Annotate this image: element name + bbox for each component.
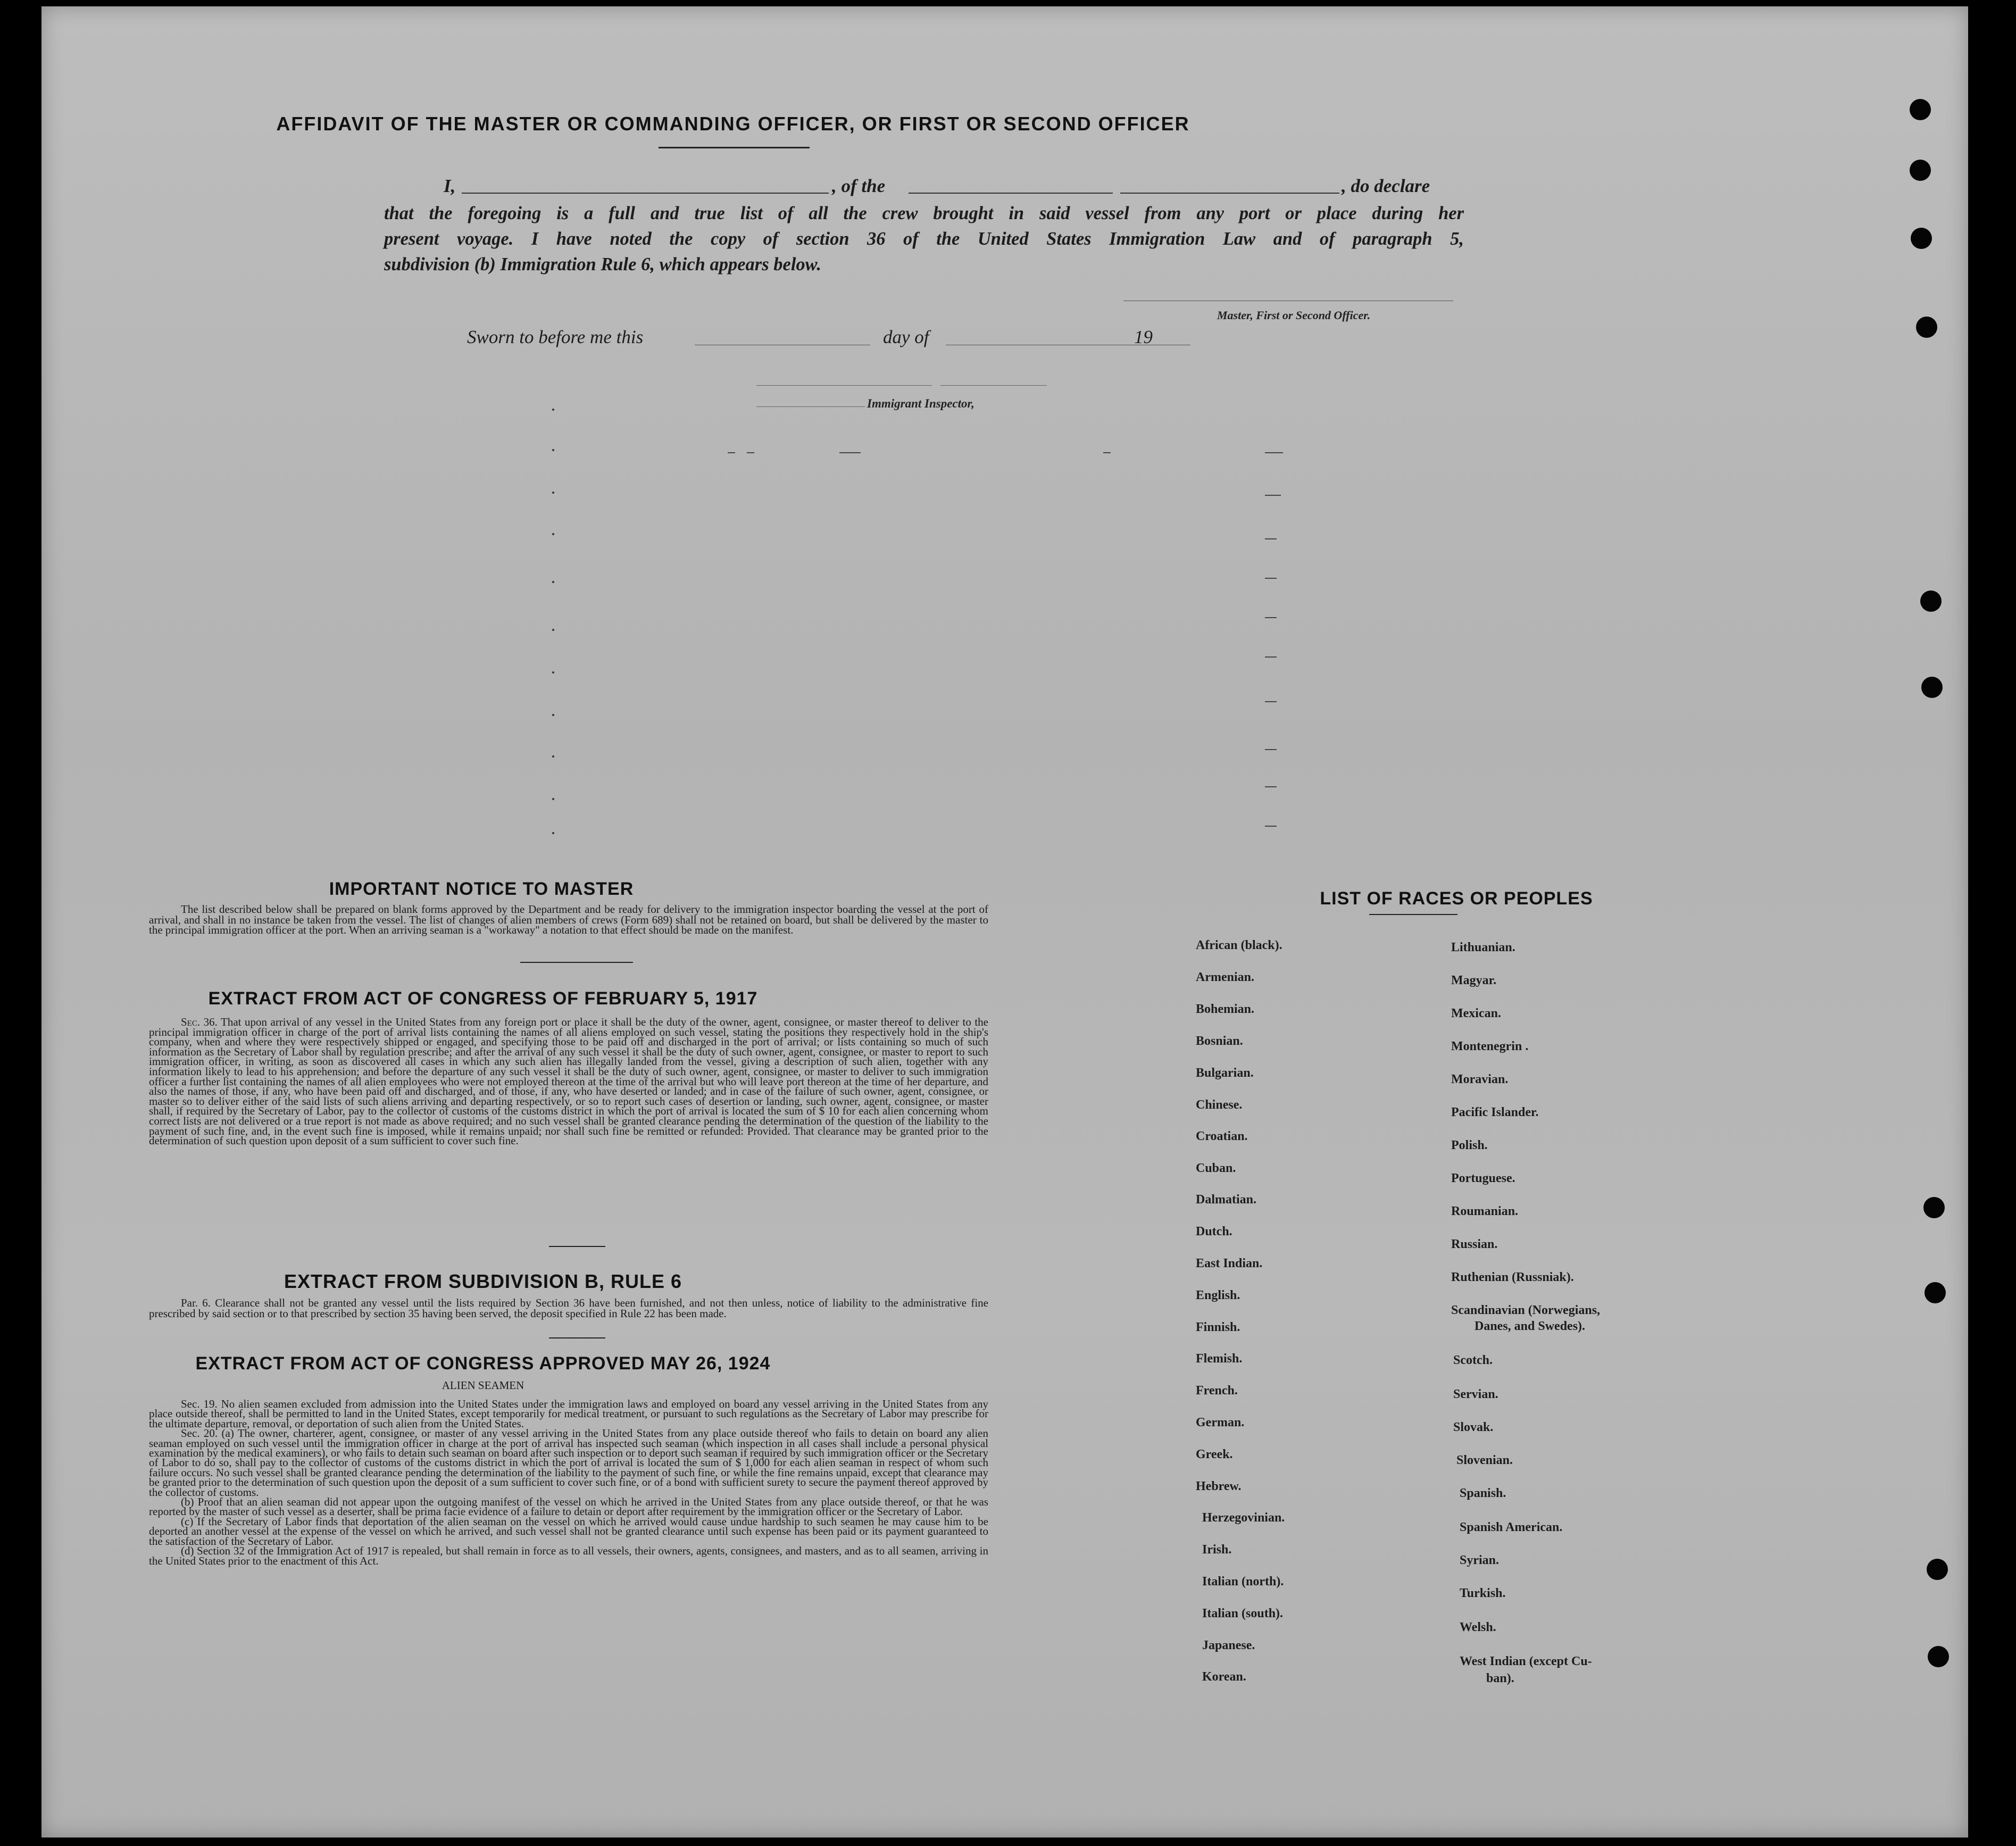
section-number: Sec. 36.: [181, 1016, 218, 1028]
rule6-paragraph: [149, 1298, 988, 1319]
race-item: Flemish.: [1196, 1352, 1243, 1366]
paragraph-number: Par. 6.: [181, 1296, 211, 1309]
title-underline: [659, 147, 810, 148]
ghost-mark: [552, 798, 554, 800]
title-underline: [1369, 914, 1457, 915]
notice-text: [149, 904, 988, 936]
race-item: Ruthenian (Russniak).: [1451, 1270, 1574, 1284]
race-item: Polish.: [1451, 1138, 1488, 1152]
notice-paragraph: The list described below shall be prepared on blank forms approved by the Department and be ready for delivery to the immigration inspector boarding the vessel at the port of arrival, and shall in no instance be taken from the vessel. The list of changes of alien members of crews (Form 689) shall not be retained on board, but shall be delivered by the master to the principal immigration officer at the port. When an arriving seaman is a "workaway" a notation to that effect should be made on the manifest.: [149, 903, 988, 937]
ghost-mark: [552, 533, 554, 535]
binder-hole: [1928, 1646, 1949, 1667]
day-of-label: day of: [883, 327, 929, 347]
binder-hole: [1911, 228, 1932, 249]
extract-1917-body: That upon arrival of any vessel in the United States from any foreign port or place it shall be the duty of the owner, agent, consignee, or master thereof to deliver to the principal immigration officer in charge of the port of arrival lists containing the names of all aliens employed on such vessel, stating the positions they respectively hold in the ship's company, when and where they were respectively shipped or engaged, and specifying those to be paid off and discharged in the port of arrival; or lists containing so much of such information as the Secretary of Labor shall by regulation prescribe; and after the arrival of any such vessel it shall be the duty of such owner, agent, consignee, or master to report to such immigration officer, in writing, as soon as discovered all cases in which any such alien has illegally landed from the vessel, giving a description of such alien, together with any information likely to lead to his apprehension; and before the departure of any such vessel it shall be the duty of such owner, agent, consignee, or master to deliver to such immigration officer a further list containing the names of all alien employees who were not employed thereon at the time of the arrival but who will leave port thereon at the time of her departure, and also the names of those, if any, who have been paid off and discharged, and of those, if any, who have deserted or landed; and in case of the failure of such owner, agent, consignee, or master so to deliver either of the said lists of such aliens arriving and departing respectively, or so to report such cases of desertion or landing, such owner, agent, consignee, or master shall, if required by the Secretary of Labor, pay to the collector of customs of the customs district in which the port of arrival is located the sum of $ 10 for each alien concerning whom correct lists are not delivered or a true report is not made as above required; and no such vessel shall be granted clearance pending the determination of the question of the liability to the payment of such fine, and, in the event such fine is imposed, while it remains unpaid; nor shall such fine be remitted or refunded: Provided. That clearance may be granted prior to the determination of such question upon deposit of a sum sufficient to cover such fine.: [149, 1016, 988, 1147]
ghost-mark: [1265, 538, 1277, 539]
extract-1917-title: EXTRACT FROM ACT OF CONGRESS OF FEBRUARY 5, 1917: [208, 988, 758, 1009]
race-item: African (black).: [1196, 938, 1282, 952]
affidavit-line: present voyage. I have noted the copy of section 36 of the United States Immigration Law and of paragraph 5,: [384, 229, 1464, 249]
race-item: West Indian (except Cu-: [1460, 1654, 1592, 1668]
binder-hole: [1921, 677, 1943, 698]
race-item: Lithuanian.: [1451, 941, 1515, 954]
ghost-mark: [552, 671, 554, 673]
race-item: Montenegrin .: [1451, 1040, 1529, 1053]
ghost-mark: [1265, 452, 1283, 453]
ghost-mark: [1265, 749, 1277, 750]
race-item: Slovenian.: [1456, 1453, 1513, 1467]
binder-hole: [1920, 591, 1942, 612]
extract-1924-paragraph: Sec. 20. (a) The owner, charterer, agent, consignee, or master of any vessel arriving in the United States from any place outside thereof who fails to detain on board any alien seaman employed on such vessel until the immigration officer in charge at the port of arrival has inspected such seaman (which inspection in all cases shall include a personal physical examination by the medical examiners), or who fails to detain such seaman on board after such inspection or to deport such seaman if required by such immigration officer or the Secretary of Labor to do so, shall pay to the collector of customs of the customs district in which the port of arrival is located the sum of $ 1,000 for each alien seaman in respect of whom such failure occurs. No such vessel shall be granted clearance pending the determination of the liability to the payment of such fine, or while the fine remains unpaid, except that clearance may be granted prior to the determination of such question upon the deposit of a sum sufficient to cover such fine, or of a bond with sufficient surety to secure the payment thereof approved by the collector of customs.: [149, 1427, 988, 1499]
ghost-mark: [1265, 495, 1281, 496]
race-item: Danes, and Swedes).: [1474, 1319, 1586, 1333]
extract-1917-paragraph: [149, 1017, 988, 1146]
rule6-body: Clearance shall not be granted any vessel until the lists required by Section 36 have been furnished, and not then unless, notice of liability to the administrative fine prescribed by said section or to that prescribed by section 35 having been served, the deposit specified in Rule 22 has been made.: [149, 1296, 989, 1320]
ghost-mark: [1265, 786, 1277, 787]
race-item: Dalmatian.: [1196, 1193, 1256, 1207]
race-item: Roumanian.: [1451, 1204, 1519, 1218]
ghost-mark: [552, 409, 554, 411]
ghost-mark: [1103, 452, 1111, 453]
section-divider: [549, 1246, 605, 1247]
extract-1924-title: EXTRACT FROM ACT OF CONGRESS APPROVED MAY 26, 1924: [195, 1353, 771, 1374]
race-item: French.: [1196, 1384, 1238, 1398]
race-item: Syrian.: [1460, 1553, 1499, 1567]
race-item: Armenian.: [1196, 970, 1254, 984]
race-item: Finnish.: [1196, 1320, 1240, 1334]
race-item: East Indian.: [1196, 1257, 1263, 1270]
inspector-line-1[interactable]: [756, 385, 932, 386]
race-item: Irish.: [1202, 1543, 1232, 1557]
sworn-label: Sworn to before me this: [467, 327, 644, 347]
binder-hole: [1916, 317, 1937, 338]
ghost-mark: [552, 581, 554, 583]
race-item: Greek.: [1196, 1448, 1233, 1461]
year-label: 19: [1134, 327, 1153, 347]
binder-hole: [1910, 99, 1931, 120]
extract-1924-subtitle: ALIEN SEAMEN: [441, 1379, 524, 1392]
ghost-mark: [747, 452, 754, 453]
master-name-blank[interactable]: [462, 193, 829, 194]
race-item: Korean.: [1202, 1670, 1246, 1684]
ghost-mark: [552, 714, 554, 716]
race-item: Spanish American.: [1460, 1520, 1563, 1534]
race-item: Hebrew.: [1196, 1479, 1242, 1493]
race-item: Bulgarian.: [1196, 1066, 1254, 1080]
extract-1924-paragraph: (c) If the Secretary of Labor finds that deportation of the alien seaman on the vessel on which he arrived would cause undue hardship to such seamen he may cause him to be deported an another vessel at the expense of the vessel on which he arrived, and such vessel shall not be granted clearance until such expense has been paid or its payment guaranteed to the satisfaction of the Secretary of Labor.: [149, 1515, 988, 1548]
inspector-caption: Immigrant Inspector,: [867, 397, 974, 410]
race-item: Welsh.: [1460, 1620, 1496, 1634]
ghost-mark: [1265, 617, 1277, 618]
race-item: Bohemian.: [1196, 1002, 1255, 1016]
race-item: Moravian.: [1451, 1072, 1509, 1086]
ghost-mark: [1265, 701, 1277, 702]
races-title: LIST OF RACES OR PEOPLES: [1320, 888, 1593, 909]
ghost-mark: [552, 832, 554, 834]
binder-hole: [1923, 1197, 1945, 1218]
vessel-blank-2[interactable]: [1120, 193, 1339, 194]
race-item: Mexican.: [1451, 1007, 1501, 1020]
extract-1924-paragraph: (b) Proof that an alien seaman did not appear upon the outgoing manifest of the vessel on which he arrived in the United States from any place outside thereof, or that he was reported by the master of such vessel as a deserter, shall be prima facie evidence of a failure to detain or deport after requirement by the immigration officer or the Secretary of Labor.: [149, 1495, 988, 1518]
race-item: Italian (south).: [1202, 1607, 1284, 1620]
vessel-blank-1[interactable]: [909, 193, 1113, 194]
inspector-line-2[interactable]: [940, 385, 1047, 386]
form-sheet: [41, 6, 1968, 1837]
binder-hole: [1927, 1559, 1948, 1580]
race-item: Servian.: [1453, 1387, 1498, 1401]
do-declare-label: , do declare: [1342, 176, 1430, 196]
race-item: Dutch.: [1196, 1225, 1232, 1238]
extract-1917-text: [149, 1017, 988, 1146]
ghost-mark: [728, 452, 735, 453]
race-item: German.: [1196, 1416, 1245, 1429]
race-item: Herzegovinian.: [1202, 1511, 1285, 1525]
race-item: Russian.: [1451, 1237, 1498, 1251]
race-item: Spanish.: [1460, 1486, 1506, 1500]
race-item: Pacific Islander.: [1451, 1105, 1539, 1119]
race-item: Portuguese.: [1451, 1171, 1515, 1185]
extract-1924-paragraph: Sec. 19. No alien seamen excluded from admission into the United States under the immigration laws and employed on board any vessel arriving in the United States from any place outside thereof, shall be permitted to land in the United States, except temporarily for medical treatment, or pursuant to such regulations as the Secretary of Labor may prescribe for the ultimate departure, removal, or deportation of such alien from the United States.: [149, 1398, 988, 1430]
section-divider: [549, 1337, 605, 1338]
race-item: Italian (north).: [1202, 1575, 1284, 1589]
affidavit-declaration: [384, 201, 1464, 277]
rule6-title: EXTRACT FROM SUBDIVISION B, RULE 6: [284, 1270, 682, 1292]
affidavit-line: that the foregoing is a full and true list of all the crew brought in said vessel from any port or place during her: [384, 203, 1464, 223]
ghost-mark: [1265, 578, 1277, 579]
race-item: Slovak.: [1453, 1420, 1494, 1434]
ghost-mark: [552, 755, 554, 758]
race-item: English.: [1196, 1288, 1240, 1302]
ghost-mark: [1265, 826, 1277, 827]
extract-1924-text: [149, 1399, 988, 1566]
rule6-text: [149, 1298, 988, 1319]
race-item: Scandinavian (Norwegians,: [1451, 1303, 1601, 1317]
race-item: Japanese.: [1202, 1639, 1255, 1652]
affidavit-line: subdivision (b) Immigration Rule 6, which appears below.: [384, 254, 822, 275]
ghost-mark: [1265, 656, 1277, 658]
binder-hole: [1925, 1282, 1946, 1303]
race-item: Magyar.: [1451, 974, 1497, 987]
affidavit-i-label: I,: [444, 176, 456, 196]
ghost-mark: [552, 449, 554, 451]
race-item: Turkish.: [1460, 1586, 1506, 1600]
notice-title: IMPORTANT NOTICE TO MASTER: [329, 879, 634, 899]
inspector-line-3[interactable]: [756, 406, 865, 407]
race-item: Croatian.: [1196, 1129, 1248, 1143]
race-item: Chinese.: [1196, 1098, 1243, 1112]
ghost-mark: [552, 492, 554, 494]
affidavit-title: AFFIDAVIT OF THE MASTER OR COMMANDING OFFICER, OR FIRST OR SECOND OFFICER: [276, 113, 1190, 135]
extract-1924-paragraph: (d) Section 32 of the Immigration Act of 1917 is repealed, but shall remain in force as to all vessels, their owners, agents, consignees, and masters, and as to all seamen, arriving in the United States prior to the enactment of this Act.: [149, 1544, 988, 1567]
master-caption: Master, First or Second Officer.: [1217, 309, 1371, 322]
race-item: Cuban.: [1196, 1161, 1236, 1175]
race-item: Scotch.: [1453, 1353, 1493, 1367]
binder-hole: [1910, 160, 1931, 181]
ghost-mark: [552, 629, 554, 631]
race-item: ban).: [1486, 1672, 1514, 1685]
section-divider: [520, 962, 633, 963]
ghost-mark: [839, 452, 861, 453]
race-item: Bosnian.: [1196, 1034, 1243, 1048]
of-the-label: , of the: [832, 176, 886, 196]
